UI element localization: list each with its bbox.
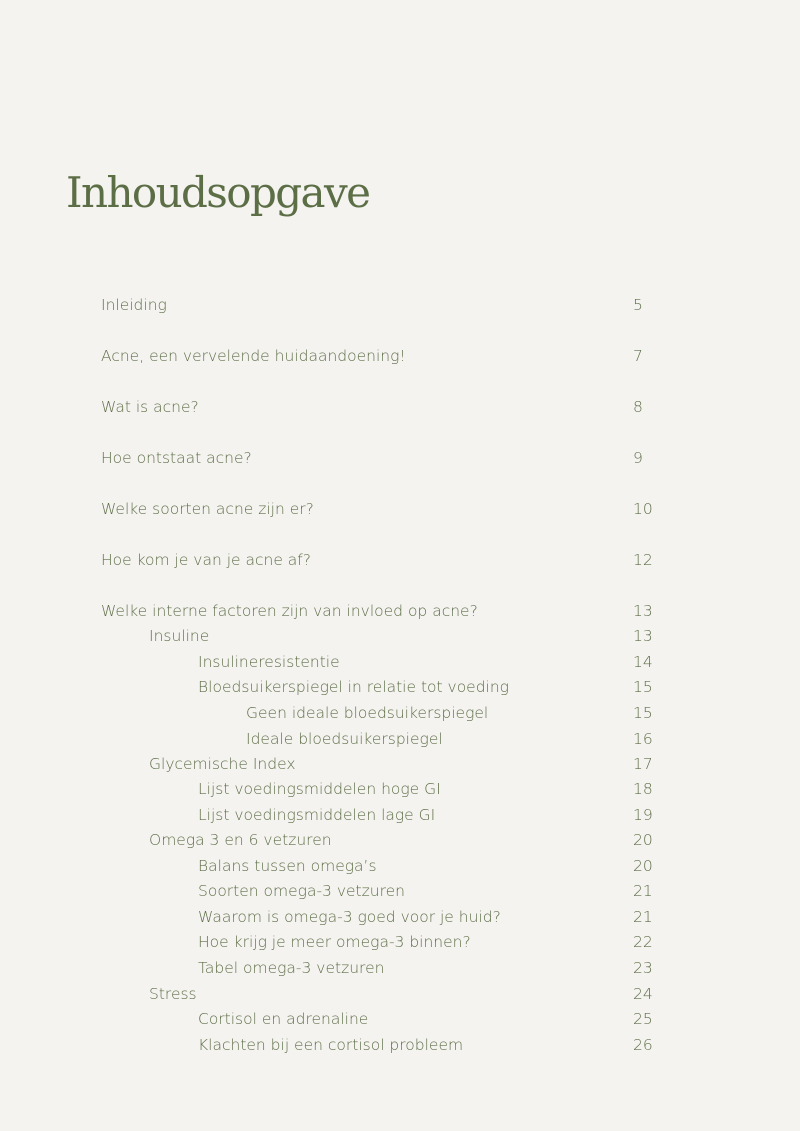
toc-entry[interactable] [0,854,800,878]
toc-entry[interactable] [0,599,800,623]
toc-entry-title: Glycemische Index [149,755,296,773]
toc-entry-page-number: 5 [633,296,643,314]
toc-entry-title: Geen ideale bloedsuikerspiegel [246,704,489,722]
toc-entry-title: Hoe kom je van je acne af? [101,551,311,569]
toc-entry[interactable] [0,395,800,419]
toc-entry[interactable] [0,982,800,1006]
toc-entry-title: Wat is acne? [101,398,199,416]
toc-entry-title: Insulineresistentie [198,653,340,671]
toc-entry[interactable] [0,777,800,801]
toc-entry-title: Tabel omega-3 vetzuren [198,959,385,977]
toc-entry-page-number: 15 [633,678,653,696]
toc-entry-page-number: 21 [633,908,653,926]
toc-entry-page-number: 22 [633,933,653,951]
toc-entry-page-number: 9 [633,449,643,467]
toc-entry[interactable] [0,548,800,572]
toc-entry[interactable] [0,828,800,852]
toc-entry-title: Acne, een vervelende huidaandoening! [101,347,406,365]
toc-entry[interactable] [0,905,800,929]
toc-entry[interactable] [0,293,800,317]
toc-entry-title: Hoe krijg je meer omega-3 binnen? [198,933,471,951]
toc-entry[interactable] [0,879,800,903]
toc-entry-page-number: 14 [633,653,653,671]
toc-entry-page-number: 23 [633,959,653,977]
page-title: Inhoudsopgave [66,168,370,217]
toc-entry[interactable] [0,803,800,827]
toc-entry-title: Bloedsuikerspiegel in relatie tot voeding [198,678,509,696]
toc-entry-page-number: 20 [633,857,653,875]
toc-entry-page-number: 7 [633,347,643,365]
toc-entry[interactable] [0,930,800,954]
toc-entry[interactable] [0,1033,800,1057]
toc-entry[interactable] [0,1007,800,1031]
toc-entry-title: Cortisol en adrenaline [198,1010,369,1028]
toc-entry-page-number: 26 [633,1036,653,1054]
toc-entry-title: Hoe ontstaat acne? [101,449,252,467]
toc-entry-page-number: 12 [633,551,653,569]
toc-entry-page-number: 10 [633,500,653,518]
toc-entry[interactable] [0,497,800,521]
toc-entry-title: Soorten omega-3 vetzuren [198,882,405,900]
toc-entry[interactable] [0,752,800,776]
toc-entry-title: Waarom is omega-3 goed voor je huid? [198,908,501,926]
toc-entry[interactable] [0,675,800,699]
toc-entry-title: Welke interne factoren zijn van invloed op acne? [101,602,478,620]
toc-entry-title: Klachten bij een cortisol probleem [198,1036,464,1054]
toc-entry-title: Lijst voedingsmiddelen lage GI [198,806,436,824]
toc-entry[interactable] [0,727,800,751]
toc-entry[interactable] [0,344,800,368]
toc-entry-page-number: 19 [633,806,653,824]
toc-entry-page-number: 16 [633,730,653,748]
toc-entry-page-number: 18 [633,780,653,798]
toc-entry[interactable] [0,446,800,470]
toc-entry-title: Balans tussen omega’s [198,857,377,875]
toc-entry[interactable] [0,701,800,725]
toc-entry-page-number: 20 [633,831,653,849]
toc-entry-page-number: 13 [633,627,653,645]
toc-entry[interactable] [0,624,800,648]
toc-entry[interactable] [0,956,800,980]
toc-entry-title: Lijst voedingsmiddelen hoge GI [198,780,441,798]
toc-entry[interactable] [0,650,800,674]
toc-entry-title: Ideale bloedsuikerspiegel [246,730,443,748]
toc-entry-title: Stress [149,985,197,1003]
toc-entry-title: Inleiding [101,296,167,314]
toc-entry-page-number: 24 [633,985,653,1003]
toc-entry-title: Omega 3 en 6 vetzuren [149,831,332,849]
toc-entry-page-number: 15 [633,704,653,722]
toc-entry-page-number: 21 [633,882,653,900]
toc-entry-page-number: 8 [633,398,643,416]
toc-entry-page-number: 13 [633,602,653,620]
toc-entry-title: Welke soorten acne zijn er? [101,500,314,518]
toc-entry-page-number: 17 [633,755,653,773]
toc-entry-page-number: 25 [633,1010,653,1028]
toc-entry-title: Insuline [149,627,210,645]
